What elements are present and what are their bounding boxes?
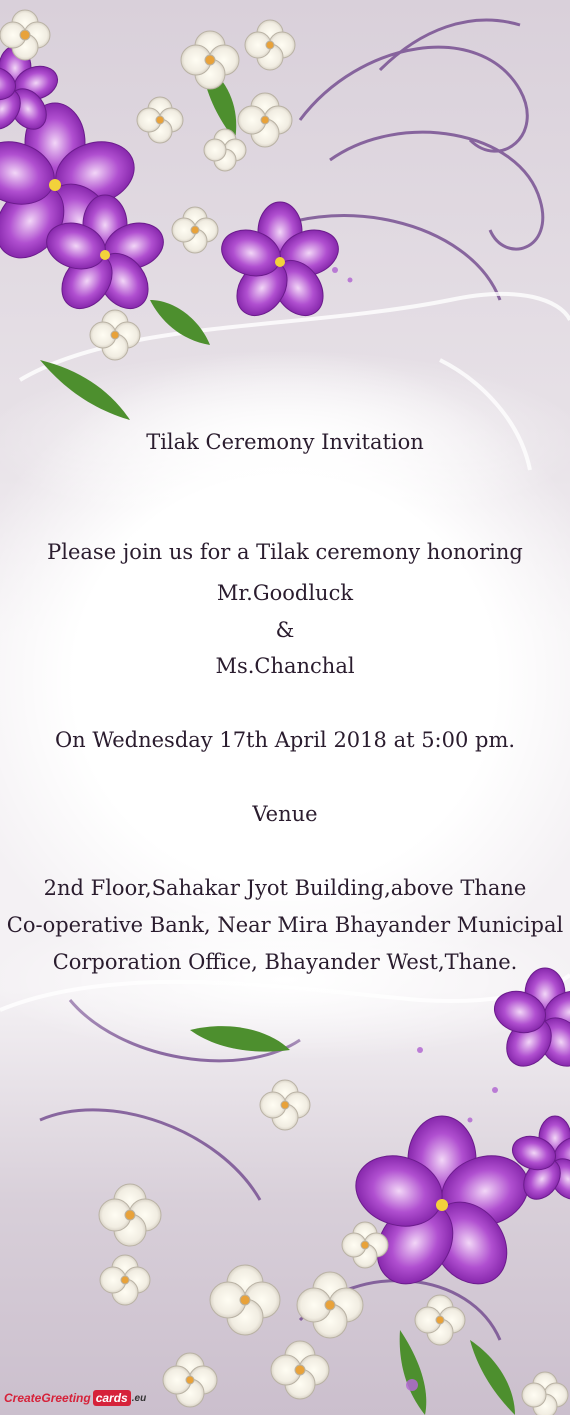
site-watermark-logo — [4, 1386, 146, 1410]
honoree-name-2: Ms.Chanchal — [215, 654, 355, 678]
venue-address-line: 2nd Floor,Sahakar Jyot Building,above Thane — [43, 876, 527, 900]
venue-label: Venue — [252, 802, 318, 826]
invitation-title: Tilak Ceremony Invitation — [146, 430, 424, 454]
event-date-time: On Wednesday 17th April 2018 at 5:00 pm. — [54, 728, 516, 752]
watermark-highlight: cards — [93, 1390, 131, 1406]
honoree-name-1: Mr.Goodluck — [216, 581, 354, 605]
ampersand: & — [275, 618, 295, 642]
purple-flower-top-3 — [216, 202, 345, 325]
purple-flower-bottom-1 — [347, 1116, 538, 1299]
venue-address-line: Co-operative Bank, Near Mira Bhayander Municipal — [6, 913, 564, 937]
venue-address-line: Corporation Office, Bhayander West,Thane. — [52, 950, 518, 974]
watermark-tld: .eu — [131, 1392, 147, 1404]
watermark-brand: CreateGreeting — [4, 1391, 91, 1405]
invitation-intro: Please join us for a Tilak ceremony honoring — [47, 540, 523, 564]
